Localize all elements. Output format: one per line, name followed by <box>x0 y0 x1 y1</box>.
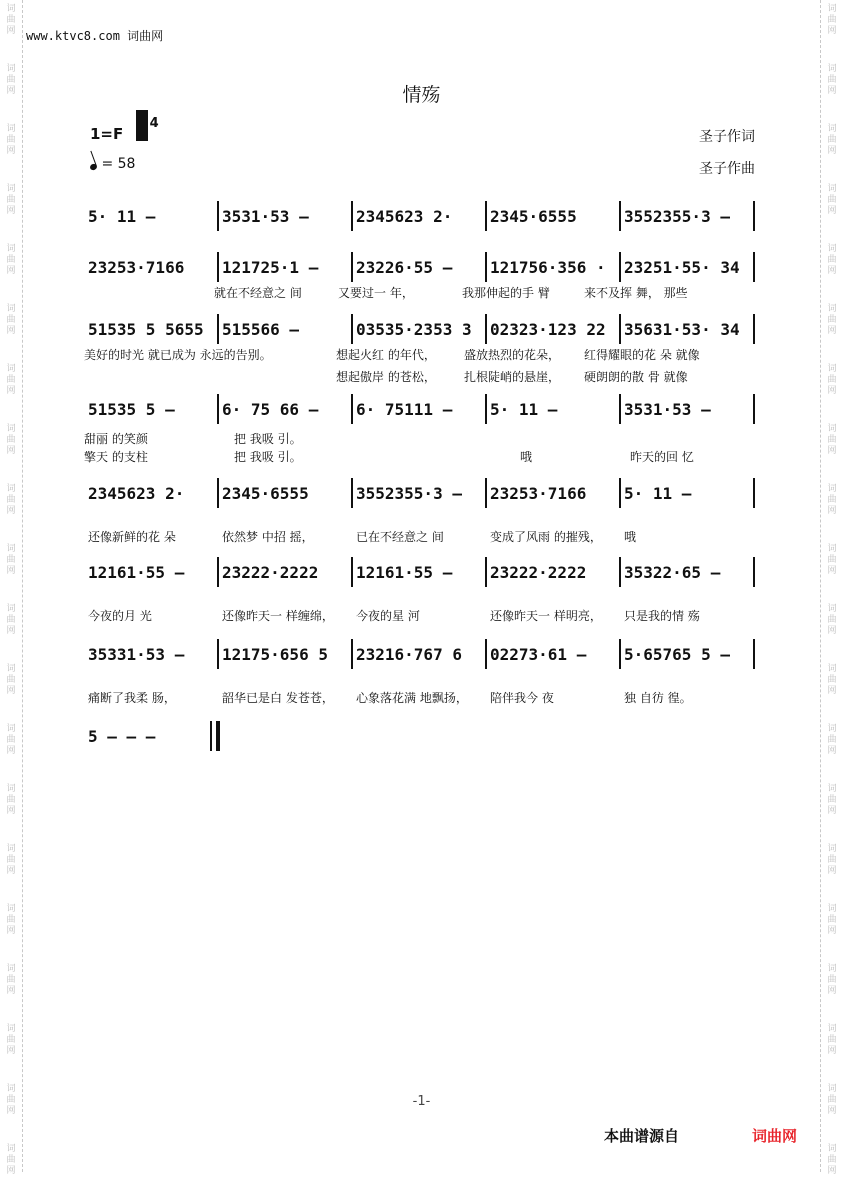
watermark-text: 词 曲 网 <box>827 184 837 216</box>
measure: 6· 75 66 – <box>222 400 319 419</box>
composer: 圣子作曲 <box>699 161 755 177</box>
watermark-text: 词 曲 网 <box>827 964 837 996</box>
barline <box>351 252 353 282</box>
lyric-text: 来不及挥 舞， 那些 <box>584 286 688 300</box>
watermark-text: 词 曲 网 <box>6 544 16 576</box>
measure: 515566 – <box>222 320 300 339</box>
lyric-text: 昨天的回 忆 <box>630 450 694 464</box>
lyric-text: 想起火红 的年代， <box>336 348 436 362</box>
barline <box>351 478 353 508</box>
barline <box>216 721 220 751</box>
measure: 2345·6555 <box>490 207 577 226</box>
watermark-text: 词 曲 网 <box>6 724 16 756</box>
watermark-text: 词 曲 网 <box>6 64 16 96</box>
lyric-text: 我那伸起的手 臂 <box>462 286 550 300</box>
barline <box>485 639 487 669</box>
lyric-text: 痛断了我柔 肠， <box>88 691 176 705</box>
watermark-text: 词 曲 网 <box>827 364 837 396</box>
watermark-text: 词 曲 网 <box>6 664 16 696</box>
watermark-text: 词 曲 网 <box>6 784 16 816</box>
barline <box>753 478 755 508</box>
lyric-text: 就在不经意之 间 <box>214 286 302 300</box>
measure: 3552355·3 – <box>624 207 730 226</box>
watermark-text: 词 曲 网 <box>6 904 16 936</box>
time-signature-bottom: 4 <box>149 116 159 131</box>
lyric-text: 盛放热烈的花朵， <box>464 348 561 362</box>
measure: 23226·55 – <box>356 258 453 277</box>
watermark-text: 词 曲 网 <box>827 724 837 756</box>
measure: 3552355·3 – <box>356 484 462 503</box>
barline <box>619 201 621 231</box>
measure: 6· 75111 – <box>356 400 453 419</box>
lyric-text: 独 自彷 徨。 <box>624 691 692 705</box>
lyric-text: 扎根陡峭的悬崖， <box>464 370 561 384</box>
watermark-text: 词 曲 网 <box>827 304 837 336</box>
barline <box>753 394 755 424</box>
barline <box>217 557 219 587</box>
lyric-text: 已在不经意之 间 <box>356 530 444 544</box>
barline <box>485 201 487 231</box>
measure: 23222·2222 <box>222 563 319 582</box>
barline <box>217 314 219 344</box>
barline <box>619 394 621 424</box>
right-margin <box>820 0 843 1176</box>
barline <box>619 557 621 587</box>
lyric-text: 想起傲岸 的苍松， <box>336 370 436 384</box>
lyric-text: 还像昨天一 样缠绵， <box>222 609 334 623</box>
lyric-text: 还像新鲜的花 朵 <box>88 530 176 544</box>
watermark-text: 词 曲 网 <box>827 664 837 696</box>
watermark-text: 词 曲 网 <box>827 784 837 816</box>
watermark-text: 词 曲 网 <box>827 1144 837 1176</box>
watermark-text: 词 曲 网 <box>827 484 837 516</box>
lyric-text: 把 我吸 引。 <box>234 432 302 446</box>
watermark-text: 词 曲 网 <box>827 424 837 456</box>
watermark-text: 词 曲 网 <box>827 64 837 96</box>
barline <box>217 478 219 508</box>
site-url[interactable]: www.ktvc8.com 词曲网 <box>26 29 164 43</box>
measure: 5· 11 – <box>490 400 558 419</box>
lyric-text: 硬朗朗的散 骨 就像 <box>584 370 688 384</box>
watermark-text: 词 曲 网 <box>827 604 837 636</box>
lyric-text: 心象落花满 地飘扬， <box>356 691 468 705</box>
barline <box>619 314 621 344</box>
lyric-text: 韶华已是白 发苍苍， <box>222 691 334 705</box>
measure: 12161·55 – <box>88 563 185 582</box>
tempo-marking <box>90 156 135 172</box>
barline <box>485 394 487 424</box>
watermark-text: 词 曲 网 <box>6 244 16 276</box>
measure: 23253·7166 <box>88 258 185 277</box>
lyric-text: 红得耀眼的花 朵 就像 <box>584 348 700 362</box>
lyric-text: 美好的时光 就已成为 永远的告别。 <box>84 348 272 362</box>
measure: 35331·53 – <box>88 645 185 664</box>
lyric-text: 哦 <box>520 450 533 464</box>
watermark-text: 词 曲 网 <box>827 844 837 876</box>
final-barline-thin <box>210 721 212 751</box>
watermark-text: 词 曲 网 <box>827 124 837 156</box>
watermark-text: 词 曲 网 <box>827 1084 837 1116</box>
key-signature: 1=F <box>90 125 124 143</box>
watermark-text: 词 曲 网 <box>6 1024 16 1056</box>
measure: 51535 5 – <box>88 400 175 419</box>
measure: 12175·656 5 <box>222 645 328 664</box>
barline <box>753 201 755 231</box>
measure: 23216·767 6 <box>356 645 462 664</box>
left-margin <box>0 0 23 1176</box>
watermark-text: 词 曲 网 <box>6 484 16 516</box>
measure: 02273·61 – <box>490 645 587 664</box>
watermark-text: 词 曲 网 <box>827 4 837 36</box>
measure: 2345623 2· <box>88 484 185 503</box>
watermark-text: 词 曲 网 <box>6 604 16 636</box>
barline <box>351 394 353 424</box>
lyricist: 圣子作词 <box>699 129 755 145</box>
measure: 23253·7166 <box>490 484 587 503</box>
lyric-text: 又要过一 年， <box>338 286 414 300</box>
quarter-note-icon <box>89 163 98 171</box>
barline <box>753 252 755 282</box>
watermark-text: 词 曲 网 <box>827 904 837 936</box>
watermark-text: 词 曲 网 <box>6 184 16 216</box>
lyric-text: 陪伴我今 夜 <box>490 691 554 705</box>
lyric-text: 擎天 的支柱 <box>84 450 148 464</box>
lyric-text: 哦 <box>624 530 637 544</box>
barline <box>351 201 353 231</box>
barline <box>217 394 219 424</box>
barline <box>485 478 487 508</box>
watermark-text: 词 曲 网 <box>6 844 16 876</box>
measure: 02323·123 22 <box>490 320 606 339</box>
measure: 121756·356 · <box>490 258 606 277</box>
measure: 35322·65 – <box>624 563 721 582</box>
measure: 5· 11 – <box>624 484 692 503</box>
barline <box>485 314 487 344</box>
watermark-text: 词 曲 网 <box>6 304 16 336</box>
measure: 5 – – – <box>88 727 156 746</box>
watermark-text: 词 曲 网 <box>6 124 16 156</box>
lyric-text: 依然梦 中招 摇， <box>222 530 314 544</box>
watermark-text: 词 曲 网 <box>6 964 16 996</box>
measure: 5·65765 5 – <box>624 645 730 664</box>
lyric-text: 还像昨天一 样明亮， <box>490 609 602 623</box>
barline <box>485 252 487 282</box>
lyric-text: 今夜的月 光 <box>88 609 152 623</box>
measure: 23222·2222 <box>490 563 587 582</box>
watermark-text: 词 曲 网 <box>827 1024 837 1056</box>
measure: 3531·53 – <box>222 207 309 226</box>
measure: 121725·1 – <box>222 258 319 277</box>
measure: 2345623 2· <box>356 207 453 226</box>
measure: 5· 11 – <box>88 207 156 226</box>
barline <box>619 478 621 508</box>
measure: 35631·53· 34 <box>624 320 740 339</box>
measure: 2345·6555 <box>222 484 309 503</box>
barline <box>753 557 755 587</box>
lyric-text: 今夜的星 河 <box>356 609 420 623</box>
barline <box>619 252 621 282</box>
song-title: 情殇 <box>402 84 441 106</box>
watermark-text: 词 曲 网 <box>827 244 837 276</box>
measure: 12161·55 – <box>356 563 453 582</box>
barline <box>753 639 755 669</box>
watermark-text: 词 曲 网 <box>6 364 16 396</box>
barline <box>351 639 353 669</box>
tempo-value: = 58 <box>101 156 136 172</box>
time-signature <box>136 116 159 131</box>
watermark-text: 词 曲 网 <box>6 1084 16 1116</box>
measure: 23251·55· 34 <box>624 258 740 277</box>
barline <box>619 639 621 669</box>
source-text: 本曲谱源自 <box>604 1127 680 1145</box>
page-number: -1- <box>412 1094 431 1109</box>
measure: 3531·53 – <box>624 400 711 419</box>
barline <box>485 557 487 587</box>
measure: 03535·2353 3 <box>356 320 472 339</box>
lyric-text: 甜丽 的笑颜 <box>84 432 148 446</box>
barline <box>217 639 219 669</box>
lyric-text: 变成了风雨 的摧残， <box>490 530 602 544</box>
barline <box>217 201 219 231</box>
measure: 51535 5 5655 <box>88 320 204 339</box>
watermark-text: 词 曲 网 <box>6 424 16 456</box>
watermark-text: 词 曲 网 <box>6 4 16 36</box>
barline <box>351 314 353 344</box>
source-logo[interactable]: 词曲网 <box>752 1127 798 1145</box>
watermark-text: 词 曲 网 <box>827 544 837 576</box>
lyric-text: 只是我的情 殇 <box>624 609 700 623</box>
barline <box>351 557 353 587</box>
barline <box>217 252 219 282</box>
lyric-text: 把 我吸 引。 <box>234 450 302 464</box>
watermark-text: 词 曲 网 <box>6 1144 16 1176</box>
barline <box>753 314 755 344</box>
